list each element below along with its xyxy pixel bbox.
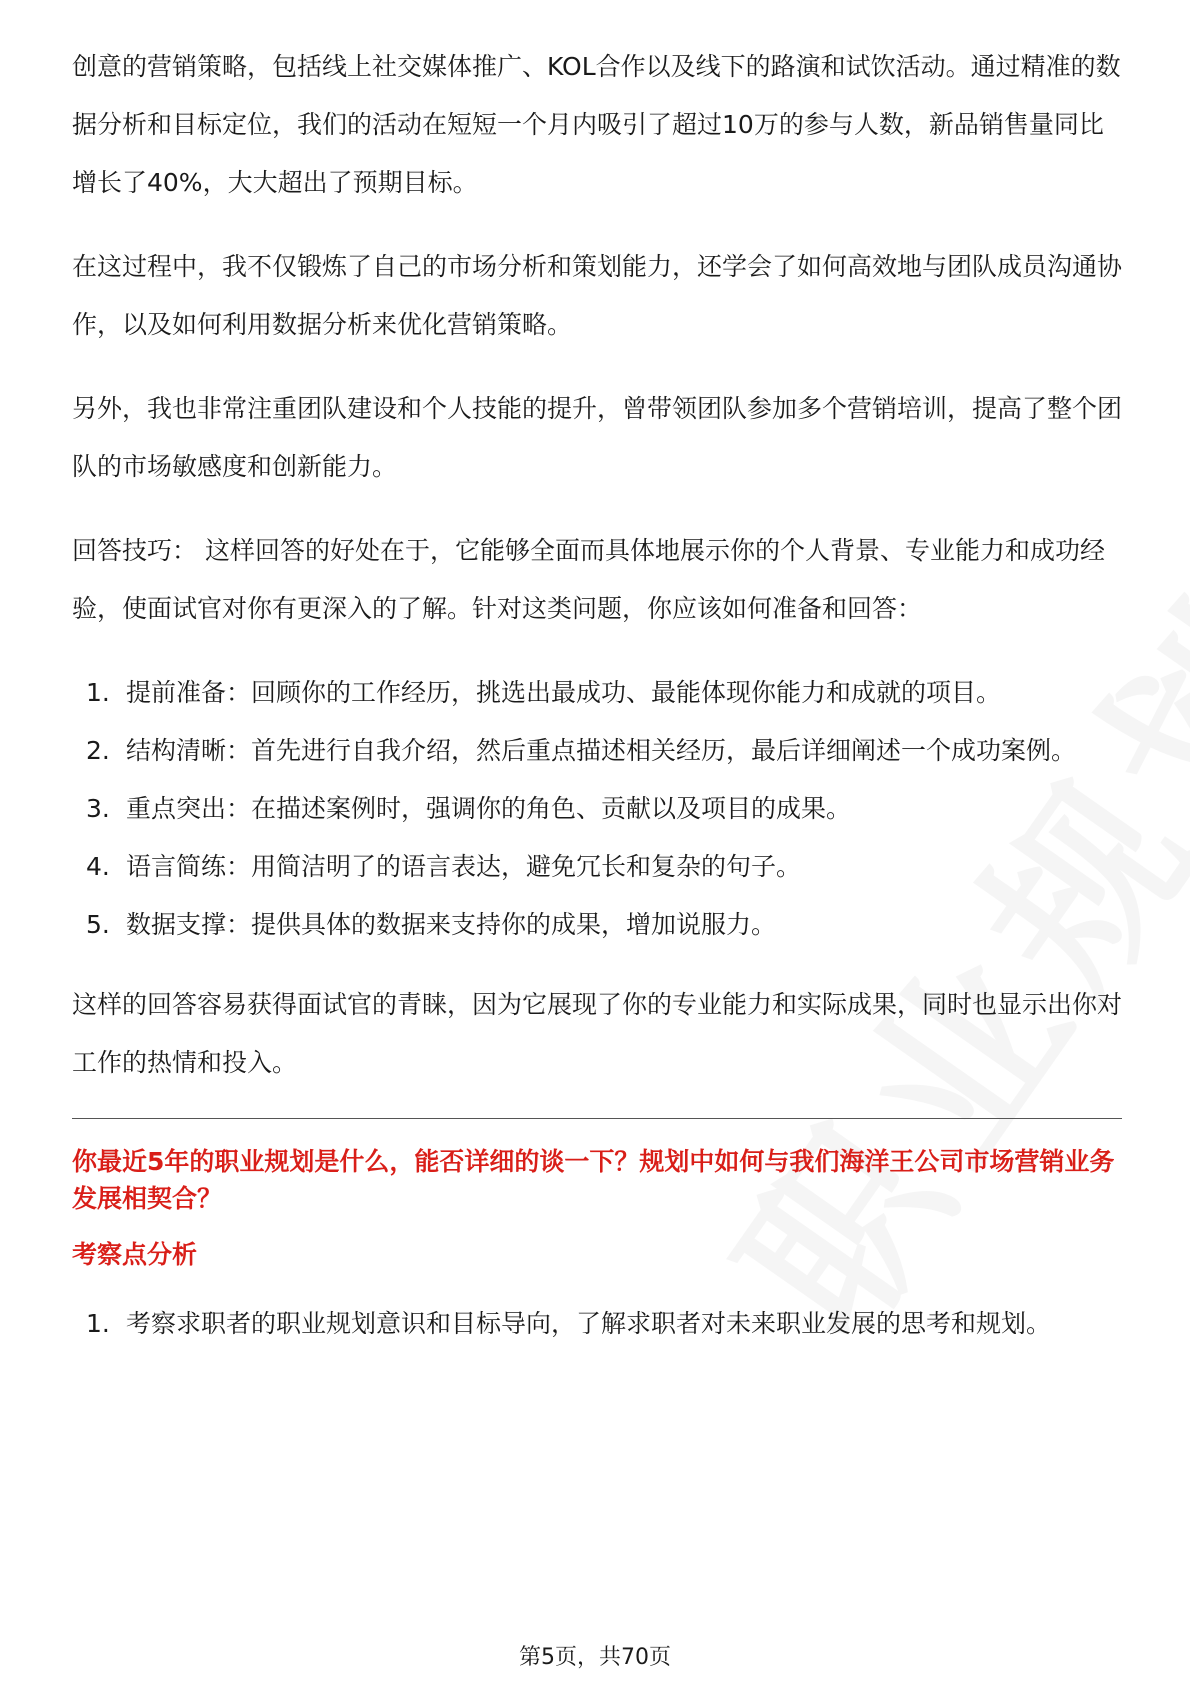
document-page (72, 38, 1122, 1375)
list-item (72, 664, 1122, 722)
list-item-text: 重点突出：在描述案例时，强调你的角色、贡献以及项目的成果。 (126, 794, 852, 823)
list-item-text: 数据支撑：提供具体的数据来支持你的成果，增加说服力。 (126, 910, 777, 939)
list-item (72, 896, 1122, 954)
list-item-text: 结构清晰：首先进行自我介绍，然后重点描述相关经历，最后详细阐述一个成功案例。 (126, 736, 1077, 765)
tips-list (72, 664, 1122, 954)
paragraph: 另外，我也非常注重团队建设和个人技能的提升，曾带领团队参加多个营销培训，提高了整个团队的市场敏感度和创新能力。 (72, 394, 1123, 481)
list-number: 1. (86, 1309, 110, 1338)
list-item (72, 1295, 1122, 1353)
list-item-text: 提前准备：回顾你的工作经历，挑选出最成功、最能体现你能力和成就的项目。 (126, 678, 1002, 707)
list-item (72, 722, 1122, 780)
analysis-heading: 考察点分析 (72, 1240, 198, 1269)
list-item (72, 838, 1122, 896)
list-number: 2. (86, 736, 110, 765)
list-item-text: 语言简练：用简洁明了的语言表达，避免冗长和复杂的句子。 (126, 852, 802, 881)
page-footer: 第5页，共70页 (519, 1645, 671, 1670)
list-number: 3. (86, 794, 110, 823)
list-item-text: 考察求职者的职业规划意识和目标导向，了解求职者对未来职业发展的思考和规划。 (126, 1309, 1052, 1338)
list-number: 1. (86, 678, 110, 707)
analysis-list (72, 1295, 1122, 1353)
list-number: 4. (86, 852, 110, 881)
paragraph: 创意的营销策略，包括线上社交媒体推广、KOL合作以及线下的路演和试饮活动。通过精准的数据分析和目标定位，我们的活动在短短一个月内吸引了超过10万的参与人数，新品销售量同比增长了40%，大大超出了预期目标。 (72, 52, 1121, 197)
closing-paragraph: 这样的回答容易获得面试官的青睐，因为它展现了你的专业能力和实际成果，同时也显示出你对工作的热情和投入。 (72, 990, 1123, 1077)
question-heading: 你最近5年的职业规划是什么，能否详细的谈一下？规划中如何与我们海洋王公司市场营销业务发展相契合？ (72, 1147, 1115, 1213)
list-number: 5. (86, 910, 110, 939)
list-item (72, 780, 1122, 838)
section-divider (72, 1118, 1122, 1119)
answer-tips-paragraph: 回答技巧： 这样回答的好处在于，它能够全面而具体地展示你的个人背景、专业能力和成功经验，使面试官对你有更深入的了解。针对这类问题，你应该如何准备和回答： (72, 536, 1105, 623)
paragraph: 在这过程中，我不仅锻炼了自己的市场分析和策划能力，还学会了如何高效地与团队成员沟通协作，以及如何利用数据分析来优化营销策略。 (72, 252, 1123, 339)
